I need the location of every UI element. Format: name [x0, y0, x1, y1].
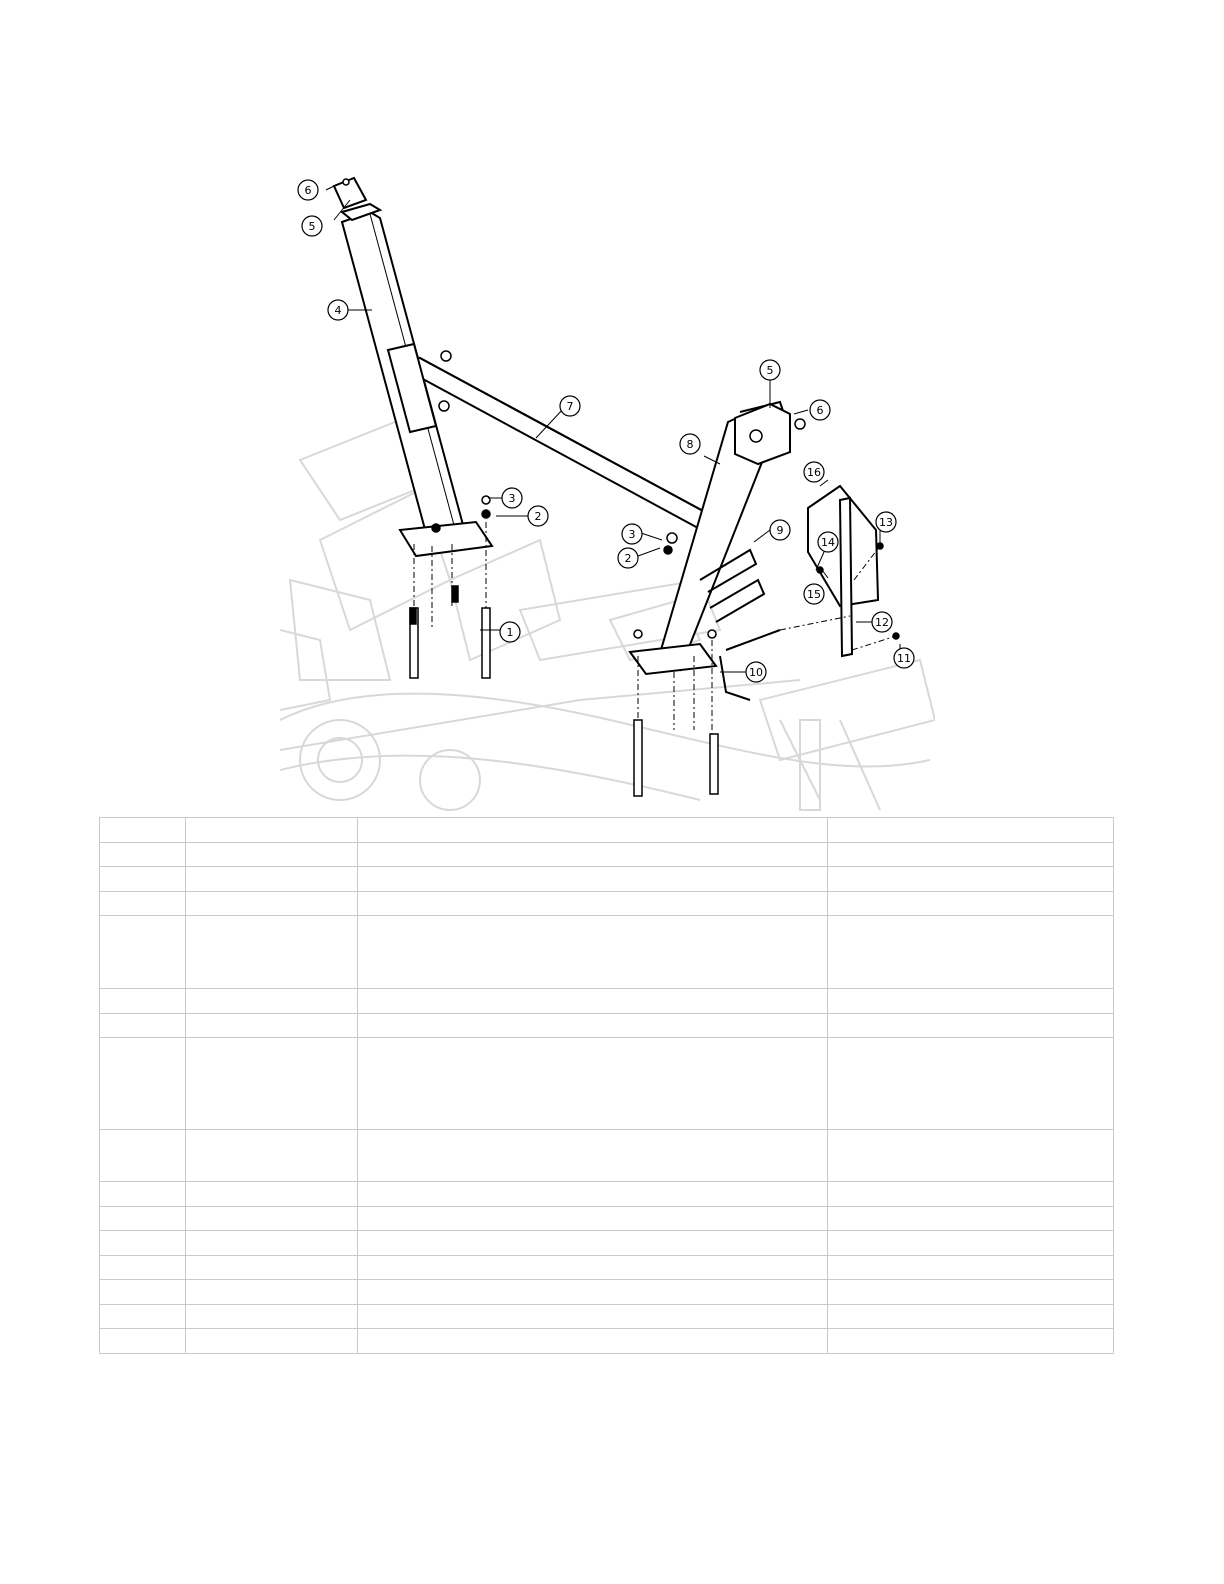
table-cell	[100, 1014, 186, 1038]
table-cell	[100, 1182, 186, 1207]
table-cell	[186, 1305, 358, 1329]
exploded-parts-diagram	[280, 160, 935, 820]
table-cell	[358, 843, 828, 867]
table-cell	[358, 1038, 828, 1130]
table-cell	[186, 1256, 358, 1280]
table-cell	[186, 1207, 358, 1231]
table-cell	[358, 1014, 828, 1038]
table-cell	[358, 1280, 828, 1305]
table-cell	[100, 1280, 186, 1305]
table-row	[100, 1280, 1114, 1305]
table-row	[100, 1231, 1114, 1256]
table-cell	[100, 818, 186, 843]
table-cell	[100, 1329, 186, 1354]
callout-number: 1	[506, 626, 514, 639]
table-row	[100, 1207, 1114, 1231]
table-cell	[186, 1038, 358, 1130]
table-cell	[186, 1329, 358, 1354]
table-row	[100, 818, 1114, 843]
table-cell	[100, 1038, 186, 1130]
callout-number: 3	[628, 528, 636, 541]
table-cell	[358, 1207, 828, 1231]
table-cell	[100, 1130, 186, 1182]
table-row	[100, 1305, 1114, 1329]
table-row	[100, 1182, 1114, 1207]
table-cell	[100, 1207, 186, 1231]
table-cell	[358, 989, 828, 1014]
table-row	[100, 1014, 1114, 1038]
table-cell	[828, 867, 1114, 892]
callout-number: 13	[879, 516, 893, 529]
table-row	[100, 892, 1114, 916]
table-cell	[828, 1231, 1114, 1256]
callout-number: 8	[686, 438, 694, 451]
table-cell	[828, 1207, 1114, 1231]
table-cell	[186, 1231, 358, 1256]
table-cell	[186, 916, 358, 989]
table-cell	[186, 867, 358, 892]
callout-number: 11	[897, 652, 911, 665]
callout-number: 3	[508, 492, 516, 505]
table-row	[100, 1130, 1114, 1182]
table-cell	[828, 892, 1114, 916]
table-cell	[100, 916, 186, 989]
table-cell	[828, 1256, 1114, 1280]
diagram-svg	[280, 160, 935, 820]
table-row	[100, 843, 1114, 867]
table-cell	[186, 1130, 358, 1182]
table-cell	[186, 1280, 358, 1305]
callout-number: 15	[807, 588, 821, 601]
callout-number: 6	[304, 184, 312, 197]
callout-number: 9	[776, 524, 784, 537]
table-cell	[828, 818, 1114, 843]
callout-number: 2	[534, 510, 542, 523]
table-cell	[100, 1256, 186, 1280]
parts-table-body	[100, 818, 1114, 1354]
table-row	[100, 867, 1114, 892]
callout-number: 14	[821, 536, 835, 549]
callout-number: 2	[624, 552, 632, 565]
table-cell	[358, 867, 828, 892]
table-cell	[186, 843, 358, 867]
callout-number: 5	[766, 364, 774, 377]
table-cell	[358, 1305, 828, 1329]
callout-number: 12	[875, 616, 889, 629]
table-cell	[186, 818, 358, 843]
table-cell	[828, 1329, 1114, 1354]
callout-number: 10	[749, 666, 763, 679]
table-cell	[186, 989, 358, 1014]
table-cell	[186, 1182, 358, 1207]
table-cell	[358, 1329, 828, 1354]
table-cell	[828, 1305, 1114, 1329]
table-cell	[358, 1256, 828, 1280]
callout-number: 6	[816, 404, 824, 417]
table-row	[100, 989, 1114, 1014]
table-cell	[358, 1182, 828, 1207]
table-cell	[828, 1014, 1114, 1038]
table-cell	[100, 1305, 186, 1329]
table-cell	[828, 843, 1114, 867]
callout-number: 4	[334, 304, 342, 317]
table-cell	[828, 916, 1114, 989]
table-cell	[358, 916, 828, 989]
table-row	[100, 1038, 1114, 1130]
table-cell	[358, 892, 828, 916]
table-cell	[186, 892, 358, 916]
table-cell	[358, 1231, 828, 1256]
table-cell	[100, 867, 186, 892]
table-cell	[100, 843, 186, 867]
table-cell	[828, 989, 1114, 1014]
callout-number: 7	[566, 400, 574, 413]
table-cell	[100, 1231, 186, 1256]
table-cell	[358, 818, 828, 843]
table-row	[100, 1256, 1114, 1280]
table-cell	[828, 1038, 1114, 1130]
callout-number: 5	[308, 220, 316, 233]
table-cell	[828, 1182, 1114, 1207]
table-cell	[186, 1014, 358, 1038]
table-row	[100, 1329, 1114, 1354]
table-row	[100, 916, 1114, 989]
callout-number: 16	[807, 466, 821, 479]
table-cell	[358, 1130, 828, 1182]
parts-list-table	[99, 817, 1114, 1354]
table-cell	[100, 989, 186, 1014]
table-cell	[828, 1280, 1114, 1305]
table-cell	[828, 1130, 1114, 1182]
table-cell	[100, 892, 186, 916]
